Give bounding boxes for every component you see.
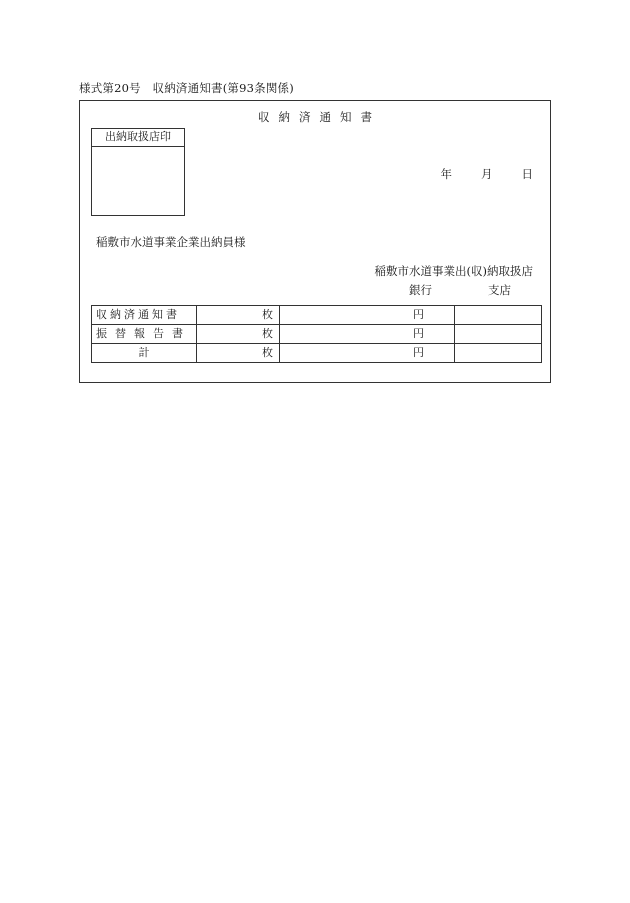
row-name: 計	[92, 344, 197, 363]
table-row	[92, 344, 542, 363]
table-row	[92, 325, 542, 344]
amount-cell: 円	[280, 306, 455, 325]
form-caption: 様式第20号 収納済通知書(第93条関係)	[79, 81, 294, 95]
issuer: 稲敷市水道事業出(収)納取扱店	[374, 264, 533, 278]
notice-frame	[79, 100, 551, 383]
row-name: 振替報告書	[92, 325, 197, 344]
count-cell: 枚	[197, 325, 280, 344]
summary-table	[91, 305, 542, 363]
bank-label: 銀行	[409, 283, 432, 297]
date-line	[441, 166, 534, 182]
row-name: 収納済通知書	[92, 306, 197, 325]
extra-cell	[455, 306, 542, 325]
extra-cell	[455, 325, 542, 344]
bank-branch-line	[409, 282, 511, 298]
date-month-label: 月	[481, 167, 493, 181]
date-day-label: 日	[521, 167, 533, 181]
amount-cell: 円	[280, 344, 455, 363]
count-cell: 枚	[197, 344, 280, 363]
branch-label: 支店	[488, 283, 511, 297]
extra-cell	[455, 344, 542, 363]
amount-cell: 円	[280, 325, 455, 344]
addressee: 稲敷市水道事業企業出納員様	[96, 235, 246, 249]
stamp-box	[91, 128, 185, 216]
stamp-area	[92, 147, 184, 216]
count-cell: 枚	[197, 306, 280, 325]
table-row	[92, 306, 542, 325]
stamp-label: 出納取扱店印	[92, 129, 184, 147]
document-title: 収納済通知書	[258, 110, 381, 124]
date-year-label: 年	[440, 167, 452, 181]
